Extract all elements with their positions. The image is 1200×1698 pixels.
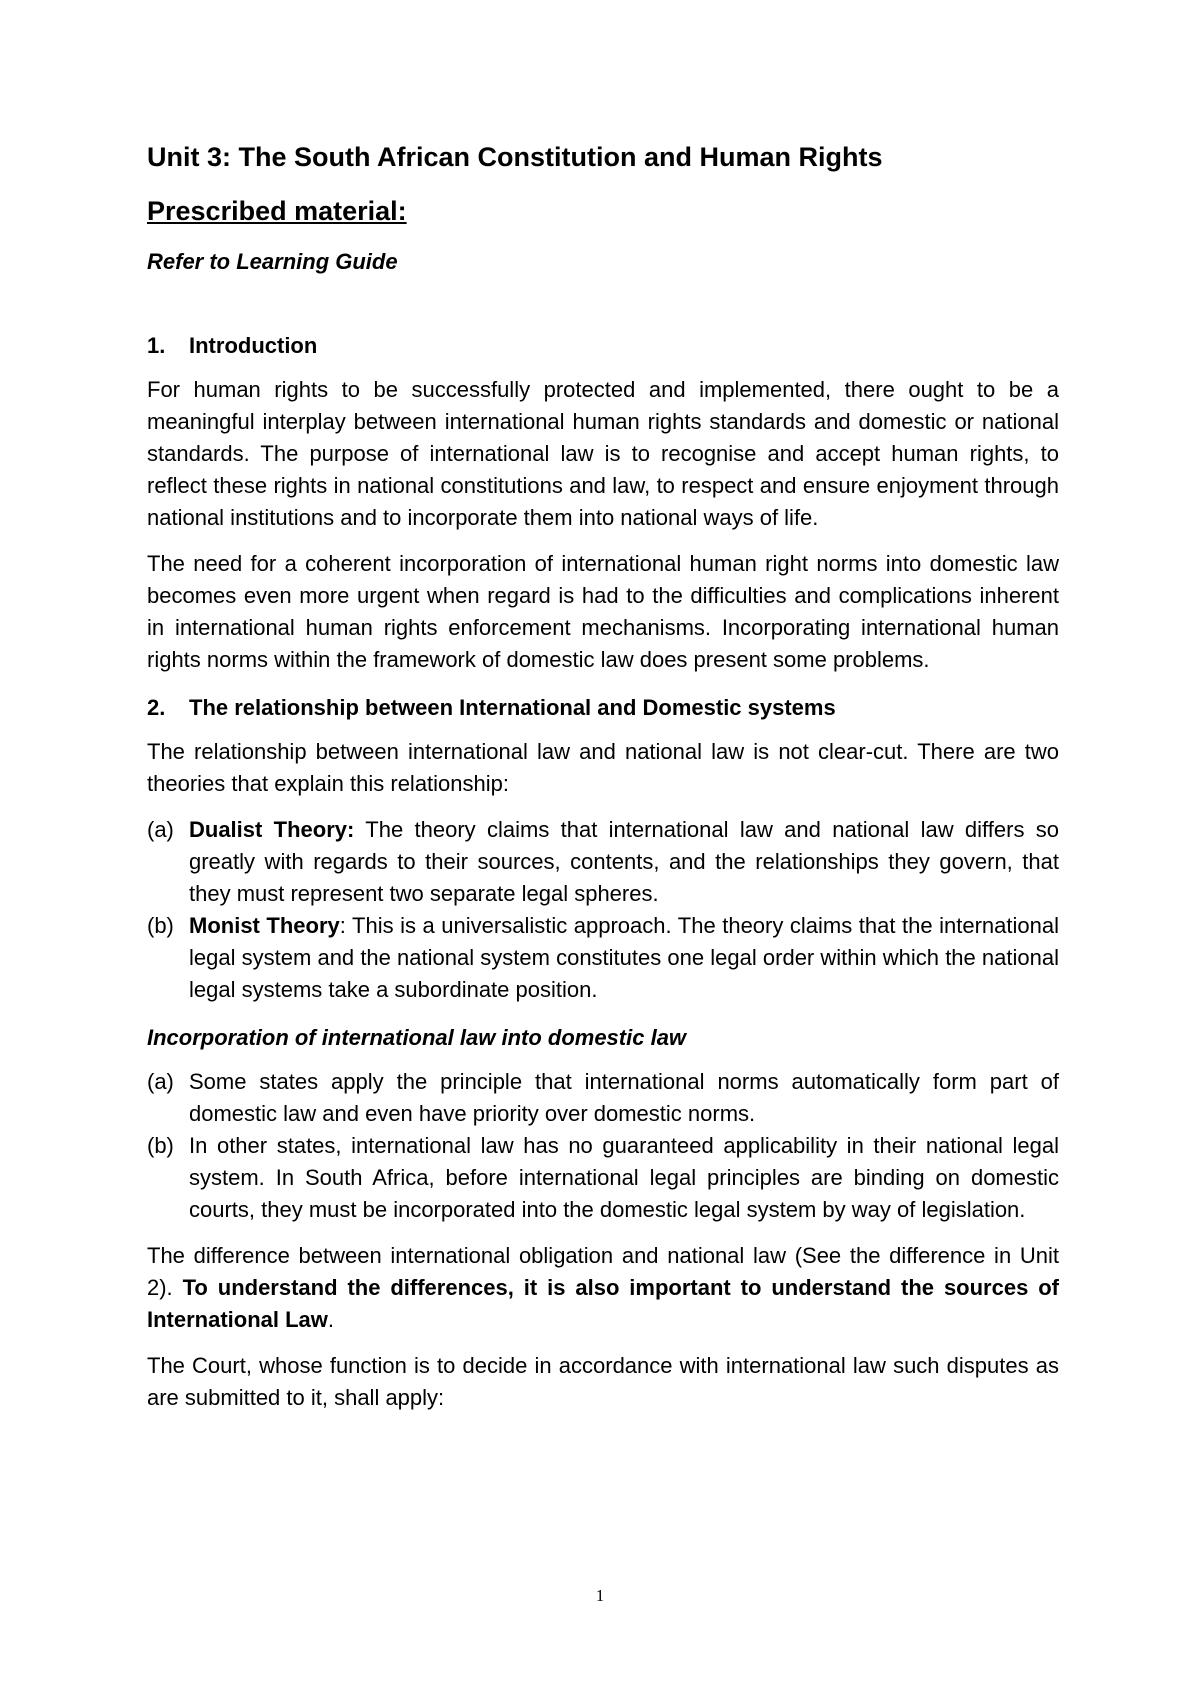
incorporation-list — [147, 1066, 1059, 1226]
list-item-text: Some states apply the principle that international norms automatically form part of domestic law and even have priority over domestic norms. — [189, 1069, 1059, 1126]
relationship-intro-paragraph: The relationship between international law and national law is not clear-cut. There are two theories that explain this relationship: — [147, 739, 1059, 796]
incorporation-subheading: Incorporation of international law into domestic law — [147, 1025, 687, 1050]
difference-bold-text: To understand the differences, it is also important to understand the sources of International Law — [147, 1275, 1059, 1332]
monist-theory-text — [189, 910, 1059, 1006]
section-2-heading — [147, 694, 1059, 722]
introduction-paragraph-1: For human rights to be successfully protected and implemented, there ought to be a meaningful interplay between international human rights standards and domestic or national standards. The purpose of international law is to recognise and accept human rights, to reflect these rights in national constitutions and law, to respect and ensure enjoyment through national institutions and to incorporate them into national ways of life. — [147, 377, 1059, 530]
dualist-theory-text — [189, 814, 1059, 910]
section-1-heading — [147, 332, 1059, 360]
list-item-text: In other states, international law has no guaranteed applicability in their national legal system. In South Africa, before international legal principles are binding on domestic courts, they must be incorporated into the domestic legal system by way of legislation. — [189, 1133, 1059, 1222]
list-item — [147, 910, 1059, 1006]
court-paragraph: The Court, whose function is to decide in accordance with international law such disputes as are submitted to it, shall apply: — [147, 1353, 1059, 1410]
list-item — [147, 1066, 1059, 1130]
introduction-paragraph-2: The need for a coherent incorporation of international human right norms into domestic law becomes even more urgent when regard is had to the difficulties and complications inherent in international human rights enforcement mechanisms. Incorporating international human rights norms within the framework of domestic law does present some problems. — [147, 551, 1059, 672]
document-page — [147, 140, 1059, 1414]
section-1-title: Introduction — [189, 333, 318, 358]
difference-text: The difference between international obligation and national law (See the difference in Unit 2). — [147, 1243, 1059, 1300]
list-item — [147, 1130, 1059, 1226]
monist-theory-description: : This is a universalistic approach. The theory claims that the international legal system and the national system constitutes one legal order within which the national legal systems take a subordinate position. — [189, 913, 1059, 1002]
list-item — [147, 814, 1059, 910]
section-1-number: 1. — [147, 333, 166, 358]
list-marker: (b) — [147, 913, 174, 938]
dualist-theory-description: The theory claims that international law and national law differs so greatly with regards to their sources, contents, and the relationships they govern, that they must represent two separate legal spheres. — [189, 817, 1060, 906]
monist-theory-term: Monist Theory — [189, 913, 340, 938]
difference-end: . — [327, 1307, 335, 1332]
list-marker: (b) — [147, 1133, 174, 1158]
list-marker: (a) — [147, 817, 174, 842]
page-number: 1 — [595, 1586, 605, 1605]
section-2-title: The relationship between International and Domestic systems — [189, 695, 836, 720]
dualist-theory-term: Dualist Theory: — [189, 817, 355, 842]
page-title: Unit 3: The South African Constitution and Human Rights — [147, 142, 883, 172]
prescribed-material-heading: Prescribed material: — [147, 196, 407, 226]
difference-paragraph — [147, 1240, 1059, 1336]
section-2-number: 2. — [147, 695, 166, 720]
theories-list — [147, 814, 1059, 1006]
reference-note: Refer to Learning Guide — [147, 249, 398, 274]
list-marker: (a) — [147, 1069, 174, 1094]
